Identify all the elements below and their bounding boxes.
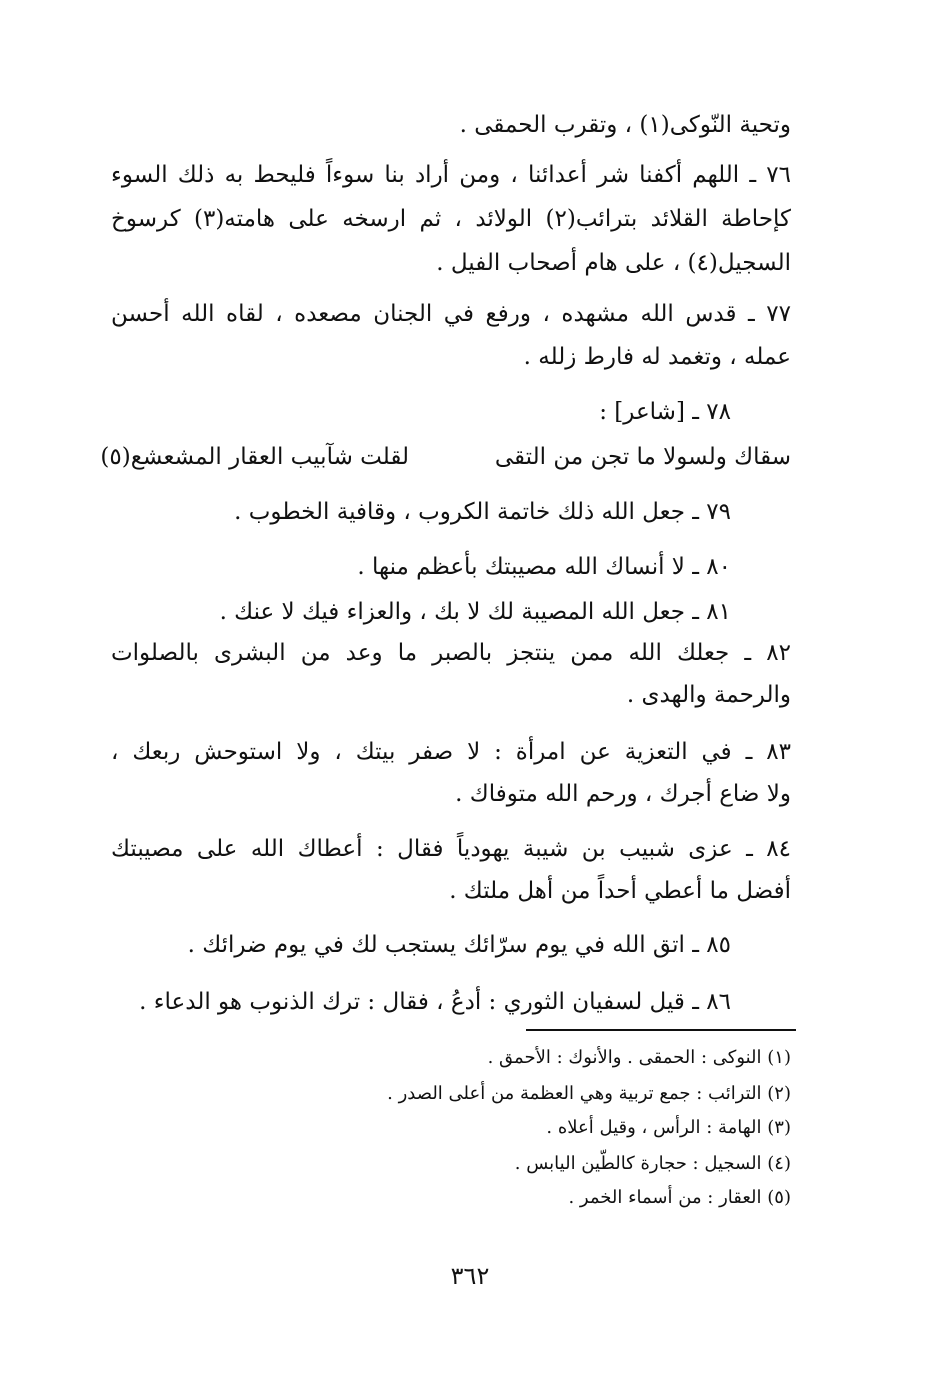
text-line: ٨٤ ـ عزى شبيب بن شيبة يهودياً فقال : أعطاك الله على مصيبتك xyxy=(111,836,791,862)
text-line: والرحمة والهدى . xyxy=(626,682,791,708)
text-line: ٨٣ ـ في التعزية عن امرأة : لا صفر بيتك ، ولا استوحش ربعك ، xyxy=(111,739,791,765)
text-line: ولا ضاع أجرك ، ورحم الله متوفاك . xyxy=(455,781,791,807)
footnote: (٤) السجيل : حجارة كالطّين اليابس . xyxy=(514,1153,791,1174)
footnote: (١) النوكى : الحمقى . والأنوك : الأحمق . xyxy=(487,1047,791,1068)
text-line: ٧٦ ـ اللهم أكفنا شر أعدائنا ، ومن أراد بنا سوءاً فليحط به ذلك السوء xyxy=(111,162,791,188)
verse-second-hemistich: لقلت شآبيب العقار المشعشع(٥) xyxy=(100,444,409,470)
footnote: (٣) الهامة : الرأس ، وقيل أعلاه . xyxy=(546,1117,791,1138)
verse-first-hemistich: سقاك ولسولا ما تجن من التقى xyxy=(494,444,791,470)
poet-heading: ٧٨ ـ [شاعر] : xyxy=(599,399,731,425)
text-line: ٨٥ ـ اتق الله في يوم سرّائك يستجب لك في يوم ضرائك . xyxy=(187,932,731,958)
text-line: ٨٢ ـ جعلك الله ممن ينتجز بالصبر ما وعد من البشرى بالصلوات xyxy=(111,640,791,666)
text-line: كإحاطة القلائد بترائب(٢) الولائد ، ثم ارسخه على هامته(٣) كرسوخ xyxy=(111,206,791,232)
footnote: (٥) العقار : من أسماء الخمر . xyxy=(568,1187,791,1208)
page-number: ٣٦٢ xyxy=(450,1262,490,1290)
text-line: ٧٩ ـ جعل الله ذلك خاتمة الكروب ، وقافية الخطوب . xyxy=(234,499,731,525)
text-line: ٨٠ ـ لا أنساك الله مصيبتك بأعظم منها . xyxy=(357,554,731,580)
footnote-separator xyxy=(526,1029,796,1031)
text-line: أفضل ما أعطي أحداً من أهل ملتك . xyxy=(449,878,791,904)
text-line: ٨٦ ـ قيل لسفيان الثوري : أدعُ ، فقال : ترك الذنوب هو الدعاء . xyxy=(139,989,731,1015)
text-line: وتحية النّوكى(١) ، وتقرب الحمقى . xyxy=(459,112,791,138)
text-line: السجيل(٤) ، على هام أصحاب الفيل . xyxy=(436,250,791,276)
text-line: ٧٧ ـ قدس الله مشهده ، ورفع في الجنان مصعده ، لقاه الله أحسن xyxy=(111,301,791,327)
text-line: ٨١ ـ جعل الله المصيبة لك لا بك ، والعزاء فيك لا عنك . xyxy=(219,599,731,625)
text-line: عمله ، وتغمد له فارط زلله . xyxy=(523,344,791,370)
footnote: (٢) الترائب : جمع تربية وهي العظمة من أعلى الصدر . xyxy=(387,1083,791,1104)
